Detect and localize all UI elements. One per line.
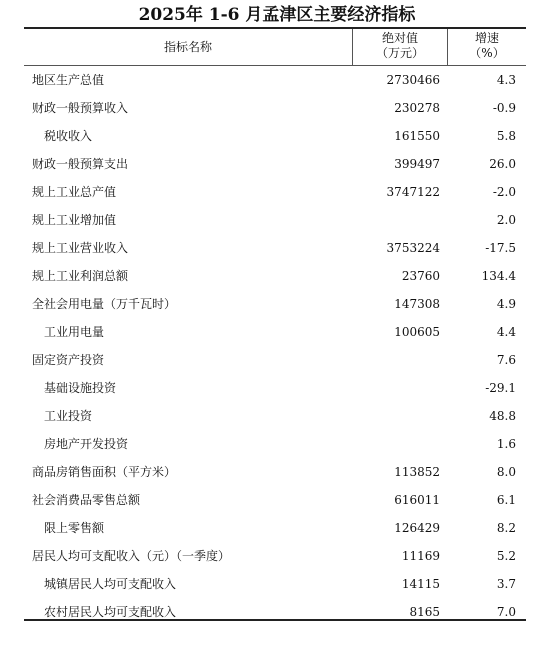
indicator-name: 限上零售额 [44,521,105,535]
table-row [24,458,526,486]
growth-rate: 4.9 [496,297,516,311]
growth-rate: 26.0 [489,157,516,171]
growth-rate: 2.0 [496,213,516,227]
indicator-name: 农村居民人均可支配收入 [44,605,177,619]
absolute-value: 3747122 [386,185,440,199]
indicator-name: 规上工业营业收入 [32,241,129,255]
table-row [24,374,526,402]
table-row [24,150,526,178]
indicator-name: 房地产开发投资 [44,437,129,451]
indicator-name: 财政一般预算收入 [32,101,129,115]
absolute-value: 230278 [394,101,440,115]
growth-rate: 48.8 [489,409,516,423]
growth-rate: 1.6 [496,437,516,451]
growth-rate: 8.0 [496,465,516,479]
growth-rate: 5.2 [496,549,516,563]
growth-rate: 134.4 [481,269,516,283]
growth-rate: 6.1 [496,493,516,507]
indicator-table [24,27,526,621]
header-growth-rate [448,31,526,61]
indicator-name: 工业投资 [44,409,93,423]
absolute-value: 14115 [401,577,440,591]
indicator-name: 商品房销售面积（平方米） [32,465,177,479]
table-row [24,542,526,570]
header-growth-label: 增速 [474,31,499,45]
table-row [24,514,526,542]
indicator-name: 规上工业增加值 [32,213,117,227]
absolute-value: 2730466 [386,73,440,87]
table-header [24,29,526,66]
indicator-name: 工业用电量 [44,325,105,339]
table-row [24,178,526,206]
growth-rate: 4.4 [496,325,516,339]
absolute-value: 11169 [401,549,440,563]
header-absolute-label: 绝对值 [381,31,418,45]
absolute-value: 23760 [401,269,440,283]
growth-rate: 4.3 [496,73,516,87]
table-row [24,66,526,94]
indicator-name: 规上工业总产值 [32,185,117,199]
growth-rate: -0.9 [492,101,516,115]
table-row [24,262,526,290]
absolute-value: 8165 [409,605,440,619]
header-absolute-unit: （万元） [375,46,424,60]
table-row [24,598,526,626]
indicator-name: 规上工业利润总额 [32,269,129,283]
absolute-value: 399497 [394,157,440,171]
absolute-value: 616011 [394,493,440,507]
table-row [24,486,526,514]
page-title: 2025年 1-6 月孟津区主要经济指标 [138,5,416,25]
absolute-value: 161550 [394,129,440,143]
indicator-name: 财政一般预算支出 [32,157,129,171]
growth-rate: -29.1 [485,381,516,395]
indicator-name: 居民人均可支配收入（元）（一季度） [32,549,231,563]
table-body [24,66,526,626]
absolute-value: 100605 [394,325,440,339]
absolute-value: 126429 [394,521,440,535]
table-row [24,318,526,346]
table-row [24,402,526,430]
indicator-name: 固定资产投资 [32,353,105,367]
table-row [24,122,526,150]
table-row [24,430,526,458]
table-row [24,346,526,374]
indicator-name: 社会消费品零售总额 [32,493,141,507]
indicator-name: 城镇居民人均可支配收入 [44,577,177,591]
growth-rate: 5.8 [496,129,516,143]
growth-rate: 7.6 [496,353,516,367]
growth-rate: 7.0 [496,605,516,619]
header-growth-unit: （%） [469,46,505,60]
indicator-name: 地区生产总值 [32,73,105,87]
absolute-value: 113852 [394,465,440,479]
table-row [24,94,526,122]
growth-rate: -2.0 [492,185,516,199]
indicator-name: 基础设施投资 [44,381,117,395]
table-row [24,234,526,262]
growth-rate: 8.2 [496,521,516,535]
header-absolute-value [353,31,447,61]
table-row [24,570,526,598]
absolute-value: 3753224 [386,241,440,255]
growth-rate: -17.5 [485,241,516,255]
absolute-value: 147308 [394,297,440,311]
header-indicator-name: 指标名称 [163,40,212,54]
table-row [24,206,526,234]
table-row [24,290,526,318]
indicator-name: 全社会用电量（万千瓦时） [32,297,177,311]
growth-rate: 3.7 [496,577,516,591]
indicator-name: 税收收入 [44,129,93,143]
